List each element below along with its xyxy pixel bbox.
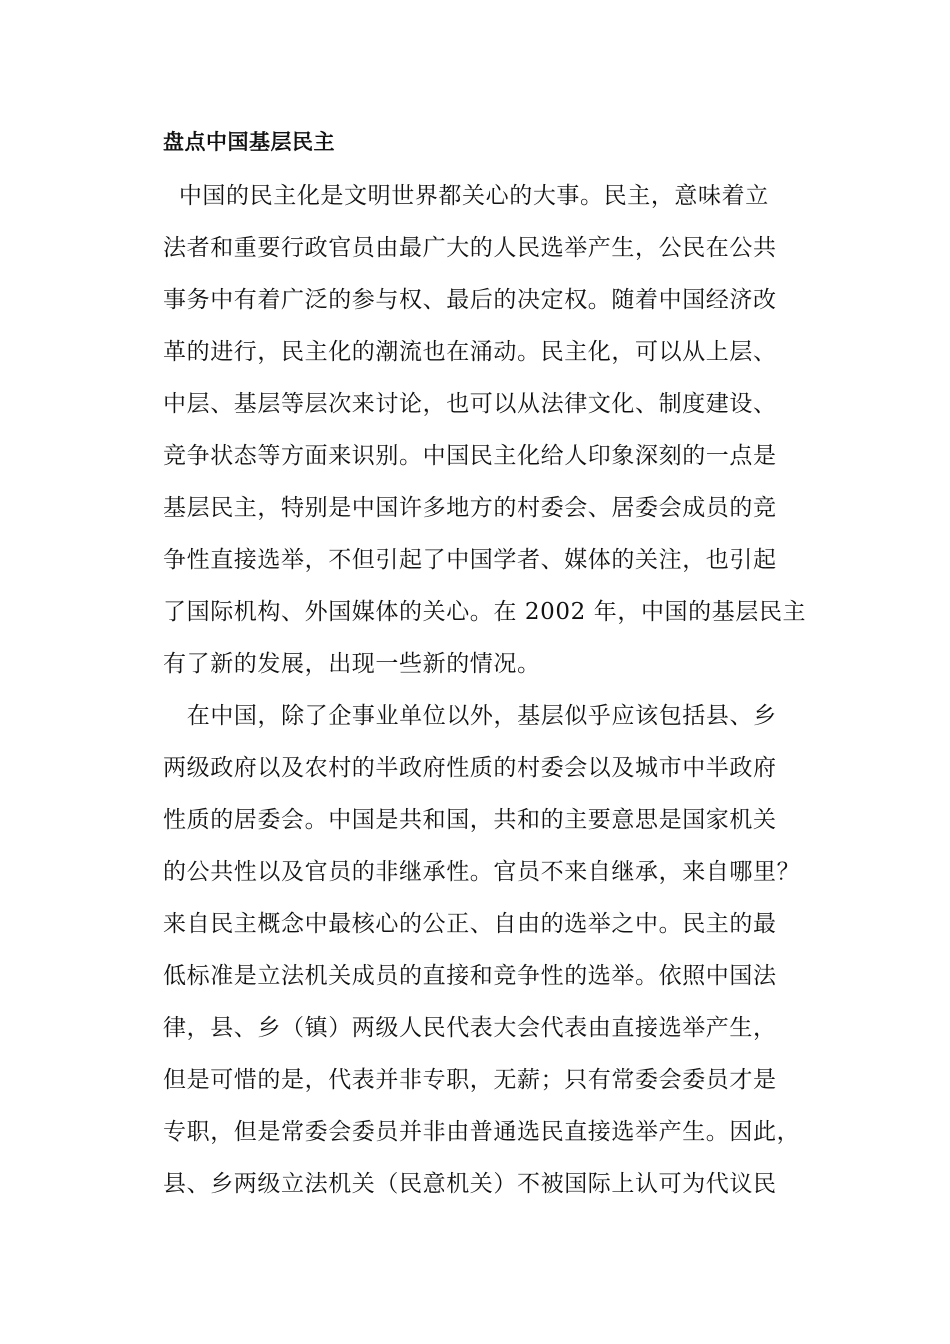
text-line: 革的进行，民主化的潮流也在涌动。民主化，可以从上层、 — [163, 339, 777, 365]
document-body — [163, 122, 807, 1210]
text-line: 竞争状态等方面来识别。中国民主化给人印象深刻的一点是 — [163, 443, 777, 469]
text-line: 有了新的发展，出现一些新的情况。 — [163, 651, 541, 677]
text-line: 但是可惜的是，代表并非专职，无薪；只有常委会委员才是 — [163, 1067, 777, 1093]
text-line: 两级政府以及农村的半政府性质的村委会以及城市中半政府 — [163, 755, 777, 781]
text-line: 来自民主概念中最核心的公正、自由的选举之中。民主的最 — [163, 911, 777, 937]
text-line: 中国的民主化是文明世界都关心的大事。民主，意味着立 — [163, 183, 769, 209]
text-line: 律，县、乡（镇）两级人民代表大会代表由直接选举产生， — [163, 1015, 777, 1041]
text-line: 基层民主，特别是中国许多地方的村委会、居委会成员的竞 — [163, 495, 777, 521]
text-line: 事务中有着广泛的参与权、最后的决定权。随着中国经济改 — [163, 287, 777, 313]
text-line: 专职，但是常委会委员并非由普通选民直接选举产生。因此， — [163, 1119, 801, 1145]
text-line: 性质的居委会。中国是共和国，共和的主要意思是国家机关 — [163, 807, 777, 833]
text-line: 低标准是立法机关成员的直接和竞争性的选举。依照中国法 — [163, 963, 777, 989]
text-line: 法者和重要行政官员由最广大的人民选举产生，公民在公共 — [163, 235, 777, 261]
text-line: 在中国，除了企事业单位以外，基层似乎应该包括县、乡 — [163, 703, 777, 729]
text-line: 争性直接选举，不但引起了中国学者、媒体的关注，也引起 — [163, 547, 777, 573]
text-line: 中层、基层等层次来讨论，也可以从法律文化、制度建设、 — [163, 391, 777, 417]
document-title: 盘点中国基层民主 — [163, 130, 335, 154]
text-line: 的公共性以及官员的非继承性。官员不来自继承，来自哪里？ — [163, 859, 801, 885]
article-text — [163, 170, 807, 1210]
text-line: 了国际机构、外国媒体的关心。在 2002 年，中国的基层民主 — [163, 599, 807, 625]
text-line: 县、乡两级立法机关（民意机关）不被国际上认可为代议民 — [163, 1171, 777, 1197]
